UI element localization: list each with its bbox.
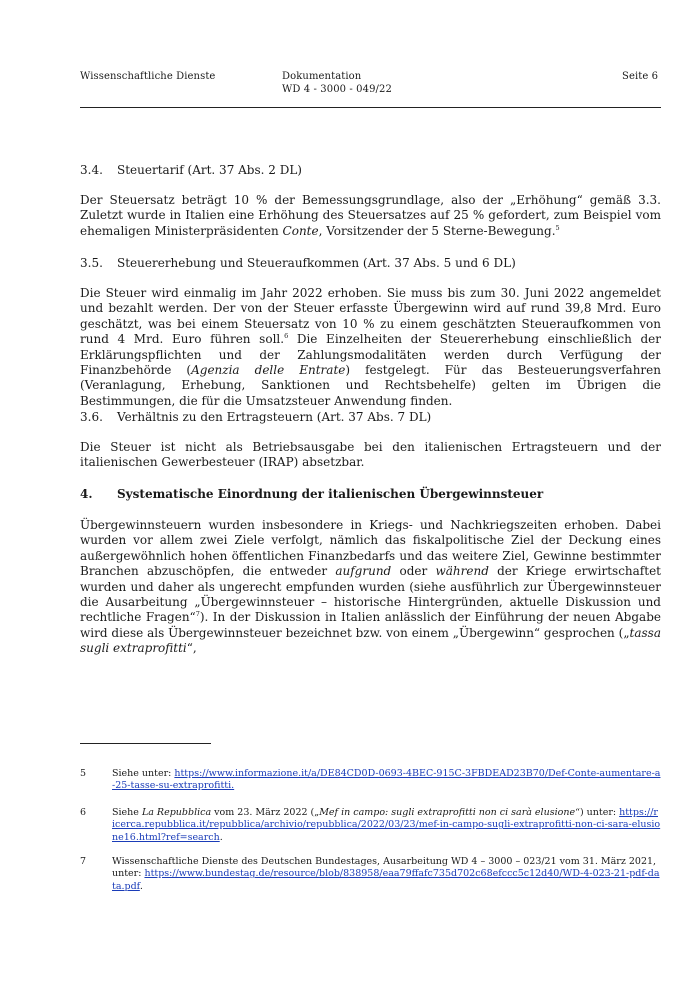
header-doc-info: [282, 70, 392, 96]
paragraph-3-5: Die Steuer wird einmalig im Jahr 2022 erhoben. Sie muss bis zum 30. Juni 2022 angemeldet und bezahlt werden. Der von der Steuer erfasste Übergewinn wird auf rund 39,8 Mrd. Euro geschätzt, was bei einem Steuersatz von 10 % zu einem geschätzten Steueraufkommen von rund 4 Mrd. Euro führen soll.$^6$ Die Einzelheiten der Steuererhebung einschließlich der Erklärungspflichten und der Zahlungsmodalitäten werden durch Verfügung der Finanzbehörde (Agenzia delle Entrate) festgelegt. Für das Besteuerungsverfahren (Veranlagung, Erhebung, Sanktionen und Rechtsbehelfe) gelten im Übrigen die Bestimmungen, die für die Umsatzsteuer Anwendung finden.: [80, 286, 661, 408]
footnote-text: Siehe La Repubblica vom 23. März 2022 („Mef in campo: sugli extraprofitti non ci sarà elusione“) unter: https://ricerca.repubblica.it/repubblica/archivio/repubblica/2022/03/23/mef-in-campo-sugli-extraprofitti-non-ci-sara-elusione16.html?ref=search.: [112, 807, 661, 843]
footnote-separator: [80, 743, 211, 744]
paragraph-4: Übergewinnsteuern wurden insbesondere in Kriegs- und Nachkriegszeiten erhoben. Dabei wurden vor allem zwei Ziele verfolgt, nämlich das fiskalpolitische Ziel der Deckung eines außergewöhnlich hohen öffentlichen Finanzbedarfs und das weitere Ziel, Gewinne bestimmter Branchen abzuschöpfen, die entweder aufgrund oder während der Kriege erwirtschaftet wurden und daher als ungerecht empfunden wurden (siehe ausführlich zur Übergewinnsteuer die Ausarbeitung „Übergewinnsteuer – historische Hintergründen, aktuelle Diskussion und rechtliche Fragen“$^7$). In der Diskussion in Italien anlässlich der Einführung der neuen Abgabe wird diese als Übergewinnsteuer bezeichnet bzw. von einem „Übergewinn“ gesprochen („tassa sugli extraprofitti“,: [80, 518, 661, 656]
heading-title: Verhältnis zu den Ertragsteuern (Art. 37 Abs. 7 DL): [117, 410, 432, 424]
footnote-number: 7: [80, 856, 87, 867]
footnote-number: 6: [80, 807, 87, 818]
heading-number: 3.5.: [80, 256, 103, 270]
footnote-ref-5[interactable]: 5: [555, 223, 560, 232]
heading-title: Steuererhebung und Steueraufkommen (Art. 37 Abs. 5 und 6 DL): [117, 256, 516, 270]
footnote-text: Siehe unter: https://www.informazione.it/a/DE84CD0D-0693-4BEC-915C-3FBDEAD23B70/Def-Conte-aumentare-a-25-tasse-su-extraprofitti.: [112, 768, 661, 792]
header-rule: [80, 107, 661, 108]
header-doc-type: Dokumentation: [282, 71, 362, 82]
paragraph-3-6: Die Steuer ist nicht als Betriebsausgabe bei den italienischen Ertragsteuern und der italienischen Gewerbesteuer (IRAP) absetzbar.: [80, 440, 661, 470]
footnote-link[interactable]: https://www.bundestag.de/resource/blob/838958/eaa79ffafc735d702c68efccc5c12d40/WD-4-023-21-pdf-data.pdf: [112, 868, 660, 892]
footnote-ref-6[interactable]: 6: [284, 332, 289, 341]
footnote-ref-7[interactable]: 7: [195, 610, 200, 619]
footnote-link[interactable]: https://www.informazione.it/a/DE84CD0D-0693-4BEC-915C-3FBDEAD23B70/Def-Conte-aumentare-a-25-tasse-su-extraprofitti.: [112, 768, 661, 792]
footnote-link[interactable]: https://ricerca.repubblica.it/repubblica/archivio/repubblica/2022/03/23/mef-in-campo-sugli-extraprofitti-non-ci-sara-elusione16.html?ref=search: [112, 807, 661, 843]
header-org: Wissenschaftliche Dienste: [80, 71, 216, 82]
footnote-number: 5: [80, 768, 87, 779]
heading-title: Systematische Einordnung der italienischen Übergewinnsteuer: [117, 487, 544, 501]
heading-number: 3.4.: [80, 163, 103, 177]
heading-4: [80, 486, 543, 502]
footnote-text: Wissenschaftliche Dienste des Deutschen Bundestages, Ausarbeitung WD 4 – 3000 – 023/21 vom 31. März 2021, unter: https://www.bundestag.de/resource/blob/838958/eaa79ffafc735d702c68efccc5c12d40/WD-4-023-21-pdf-data.pdf.: [112, 856, 660, 892]
heading-title: Steuertarif (Art. 37 Abs. 2 DL): [117, 163, 302, 177]
heading-3-5: [80, 255, 516, 271]
paragraph-3-4: Der Steuersatz beträgt 10 % der Bemessungsgrundlage, also der „Erhöhung“ gemäß 3.3. Zuletzt wurde in Italien eine Erhöhung des Steuersatzes auf 25 % gefordert, zum Beispiel vom ehemaligen Ministerpräsidenten Conte, Vorsitzender der 5 Sterne-Bewegung.$^5$: [80, 193, 661, 238]
header-page-number: Seite 6: [622, 71, 659, 82]
footnote-5: [80, 768, 661, 793]
heading-number: 4.: [80, 487, 93, 501]
heading-3-6: [80, 409, 431, 425]
heading-number: 3.6.: [80, 410, 103, 424]
header-doc-id: WD 4 - 3000 - 049/22: [282, 84, 392, 95]
footnote-6: [80, 807, 661, 844]
footnote-7: [80, 856, 661, 893]
heading-3-4: [80, 162, 302, 178]
